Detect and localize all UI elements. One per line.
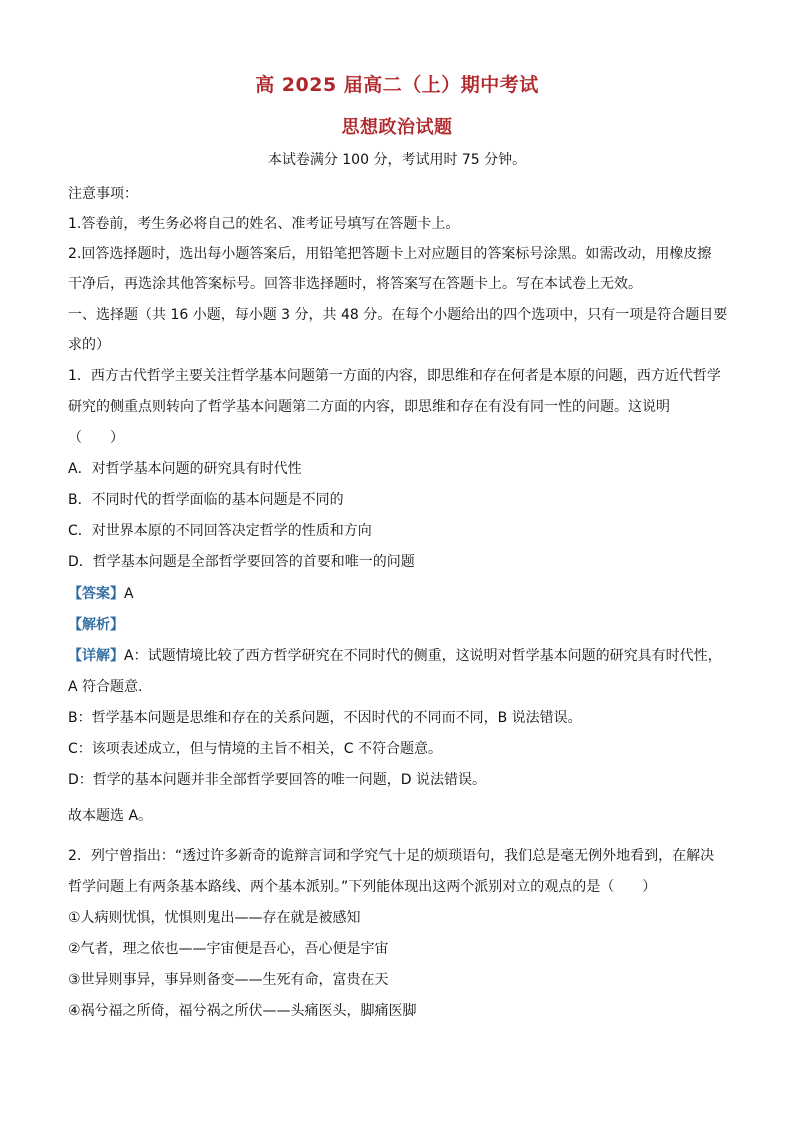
analysis-label: 【解析】	[68, 617, 124, 633]
q1-analysis-label	[68, 615, 728, 635]
q1-conclusion: 故本题选 A。	[68, 808, 153, 824]
q1-stem-line-1: 1．西方古代哲学主要关注哲学基本问题第一方面的内容，即思维和存在何者是本原的问题，西方近代哲学	[68, 368, 721, 384]
notes-item-2-line-1: 2.回答选择题时，选出每小题答案后，用铅笔把答题卡上对应题目的答案标号涂黑。如需改动，用橡皮擦	[68, 246, 712, 262]
q2-item-1: ①人病则忧惧，忧惧则鬼出——存在就是被感知	[68, 910, 361, 926]
section-heading-line-2: 求的）	[68, 337, 110, 353]
q1-option-a: A．对哲学基本问题的研究具有时代性	[68, 461, 302, 477]
q1-detail-b: B：哲学基本问题是思维和存在的关系问题，不因时代的不同而不同，B 说法错误。	[68, 710, 582, 726]
q1-answer	[68, 584, 728, 604]
answer-label: 【答案】	[68, 586, 124, 602]
q1-option-d: D．哲学基本问题是全部哲学要回答的首要和唯一的问题	[68, 554, 415, 570]
exam-title: 高 2025 届高二（上）期中考试	[255, 74, 539, 96]
q1-stem-line-2: 研究的侧重点则转向了哲学基本问题第二方面的内容，即思维和存在有没有同一性的问题。这说明	[68, 399, 670, 415]
detail-label: 【详解】	[68, 648, 124, 664]
exam-subtitle: 思想政治试题	[341, 117, 453, 138]
q2-stem-line-1: 2．列宁曾指出：“透过许多新奇的诡辩言词和学究气十足的烦琐语句，我们总是毫无例外地看到，在解决	[68, 848, 715, 864]
detail-text: A：试题情境比较了西方哲学研究在不同时代的侧重，这说明对哲学基本问题的研究具有时代性，	[124, 648, 722, 664]
q2-item-3: ③世异则事异，事异则备变——生死有命，富贵在天	[68, 972, 389, 988]
q2-item-2: ②气者，理之依也——宇宙便是吾心，吾心便是宇宙	[68, 941, 389, 957]
q1-option-b: B．不同时代的哲学面临的基本问题是不同的	[68, 492, 344, 508]
q2-stem-line-2: 哲学问题上有两条基本路线、两个基本派别。”下列能体现出这两个派别对立的观点的是（ ）	[68, 879, 657, 895]
section-heading-line-1: 一、选择题（共 16 小题，每小题 3 分，共 48 分。在每个小题给出的四个选项中，只有一项是符合题目要	[68, 307, 728, 323]
q1-detail-d: D：哲学的基本问题并非全部哲学要回答的唯一问题，D 说法错误。	[68, 772, 487, 788]
answer-value: A	[124, 586, 134, 602]
q1-detail-line-2: A 符合题意.	[68, 679, 143, 695]
notes-item-2-line-2: 干净后，再选涂其他答案标号。回答非选择题时，将答案写在答题卡上。写在本试卷上无效。	[68, 276, 642, 292]
exam-info: 本试卷满分 100 分，考试用时 75 分钟。	[267, 152, 527, 168]
q1-detail-line-1	[68, 646, 728, 666]
notes-heading: 注意事项：	[68, 186, 138, 202]
q1-stem-line-3: （ ）	[68, 430, 124, 446]
q1-detail-c: C：该项表述成立，但与情境的主旨不相关，C 不符合题意。	[68, 741, 442, 757]
notes-item-1: 1.答卷前，考生务必将自己的姓名、准考证号填写在答题卡上。	[68, 216, 460, 232]
q1-option-c: C．对世界本原的不同回答决定哲学的性质和方向	[68, 523, 372, 539]
q2-item-4: ④祸兮福之所倚，福兮祸之所伏——头痛医头，脚痛医脚	[68, 1003, 417, 1019]
